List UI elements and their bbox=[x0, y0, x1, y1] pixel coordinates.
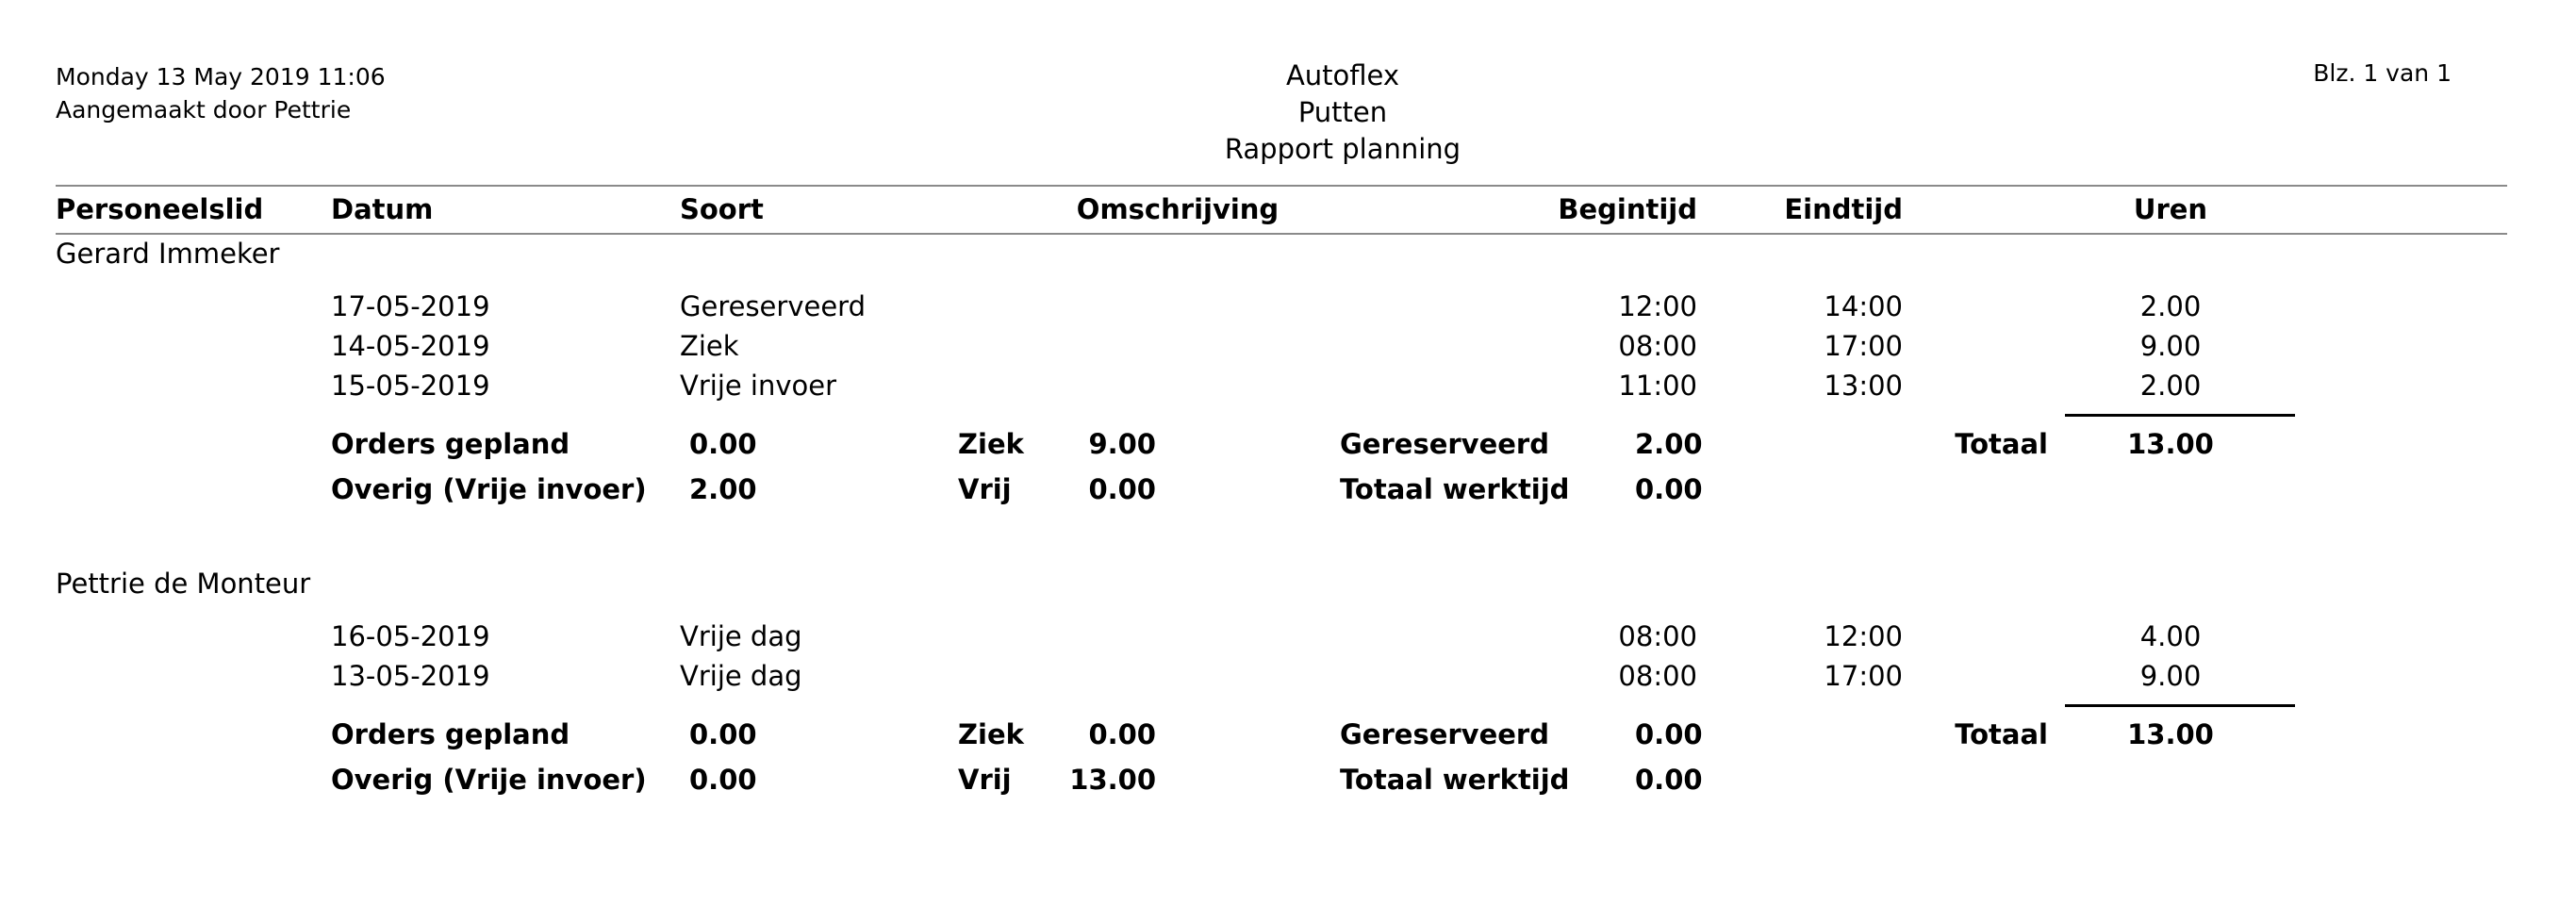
value-sick: 0.00 bbox=[1088, 718, 1156, 750]
label-orders: Orders gepland bbox=[331, 718, 570, 750]
col-end: Eindtijd bbox=[1784, 193, 1903, 225]
label-sick: Ziek bbox=[958, 428, 1024, 460]
value-worktime: 0.00 bbox=[1635, 764, 1703, 796]
label-total: Totaal bbox=[1955, 428, 2048, 460]
row-end: 17:00 bbox=[1824, 330, 1903, 362]
value-total: 13.00 bbox=[2127, 718, 2214, 750]
row-start: 08:00 bbox=[1618, 660, 1697, 692]
report-title: Rapport planning bbox=[1224, 133, 1461, 165]
label-other: Overig (Vrije invoer) bbox=[331, 764, 647, 796]
col-employee: Personeelslid bbox=[56, 193, 264, 225]
value-total: 13.00 bbox=[2127, 428, 2214, 460]
row-end: 12:00 bbox=[1824, 620, 1903, 652]
label-total: Totaal bbox=[1955, 718, 2048, 750]
row-hours: 2.00 bbox=[2139, 290, 2202, 322]
row-start: 11:00 bbox=[1618, 370, 1697, 402]
row-start: 12:00 bbox=[1618, 290, 1697, 322]
row-hours: 9.00 bbox=[2139, 660, 2202, 692]
page-number: Blz. 1 van 1 bbox=[2313, 59, 2452, 87]
row-type: Vrije dag bbox=[680, 620, 802, 652]
col-description: Omschrijving bbox=[1076, 193, 1280, 225]
row-type: Vrije invoer bbox=[680, 370, 837, 402]
value-other: 0.00 bbox=[689, 764, 757, 796]
header-bottom-rule bbox=[56, 233, 2507, 235]
label-worktime: Totaal werktijd bbox=[1340, 473, 1570, 505]
label-reserved: Gereserveerd bbox=[1340, 718, 1549, 750]
col-hours: Uren bbox=[2133, 193, 2208, 225]
row-date: 17-05-2019 bbox=[331, 290, 490, 322]
row-hours: 2.00 bbox=[2139, 370, 2202, 402]
header-top-rule bbox=[56, 185, 2507, 187]
label-free: Vrij bbox=[958, 473, 1012, 505]
row-date: 13-05-2019 bbox=[331, 660, 490, 692]
label-sick: Ziek bbox=[958, 718, 1024, 750]
employee-name: Gerard Immeker bbox=[56, 238, 280, 270]
row-start: 08:00 bbox=[1618, 620, 1697, 652]
row-end: 14:00 bbox=[1824, 290, 1903, 322]
row-date: 16-05-2019 bbox=[331, 620, 490, 652]
row-type: Gereserveerd bbox=[680, 290, 866, 322]
company-location: Putten bbox=[1297, 96, 1388, 128]
subtotal-rule bbox=[2065, 414, 2295, 417]
col-type: Soort bbox=[680, 193, 764, 225]
label-free: Vrij bbox=[958, 764, 1012, 796]
value-orders: 0.00 bbox=[689, 718, 757, 750]
label-other: Overig (Vrije invoer) bbox=[331, 473, 647, 505]
subtotal-rule bbox=[2065, 704, 2295, 707]
row-date: 14-05-2019 bbox=[331, 330, 490, 362]
row-type: Ziek bbox=[680, 330, 739, 362]
value-free: 13.00 bbox=[1069, 764, 1156, 796]
row-end: 17:00 bbox=[1824, 660, 1903, 692]
value-reserved: 2.00 bbox=[1635, 428, 1703, 460]
col-date: Datum bbox=[331, 193, 434, 225]
company-name: Autoflex bbox=[1285, 59, 1400, 91]
value-worktime: 0.00 bbox=[1635, 473, 1703, 505]
value-free: 0.00 bbox=[1088, 473, 1156, 505]
row-start: 08:00 bbox=[1618, 330, 1697, 362]
row-end: 13:00 bbox=[1824, 370, 1903, 402]
col-start: Begintijd bbox=[1558, 193, 1697, 225]
value-reserved: 0.00 bbox=[1635, 718, 1703, 750]
row-hours: 9.00 bbox=[2139, 330, 2202, 362]
row-date: 15-05-2019 bbox=[331, 370, 490, 402]
label-orders: Orders gepland bbox=[331, 428, 570, 460]
value-orders: 0.00 bbox=[689, 428, 757, 460]
created-by: Aangemaakt door Pettrie bbox=[56, 96, 352, 123]
label-worktime: Totaal werktijd bbox=[1340, 764, 1570, 796]
row-hours: 4.00 bbox=[2139, 620, 2202, 652]
employee-name: Pettrie de Monteur bbox=[56, 568, 311, 600]
row-type: Vrije dag bbox=[680, 660, 802, 692]
value-other: 2.00 bbox=[689, 473, 757, 505]
report-date: Monday 13 May 2019 11:06 bbox=[56, 63, 386, 91]
value-sick: 9.00 bbox=[1088, 428, 1156, 460]
label-reserved: Gereserveerd bbox=[1340, 428, 1549, 460]
